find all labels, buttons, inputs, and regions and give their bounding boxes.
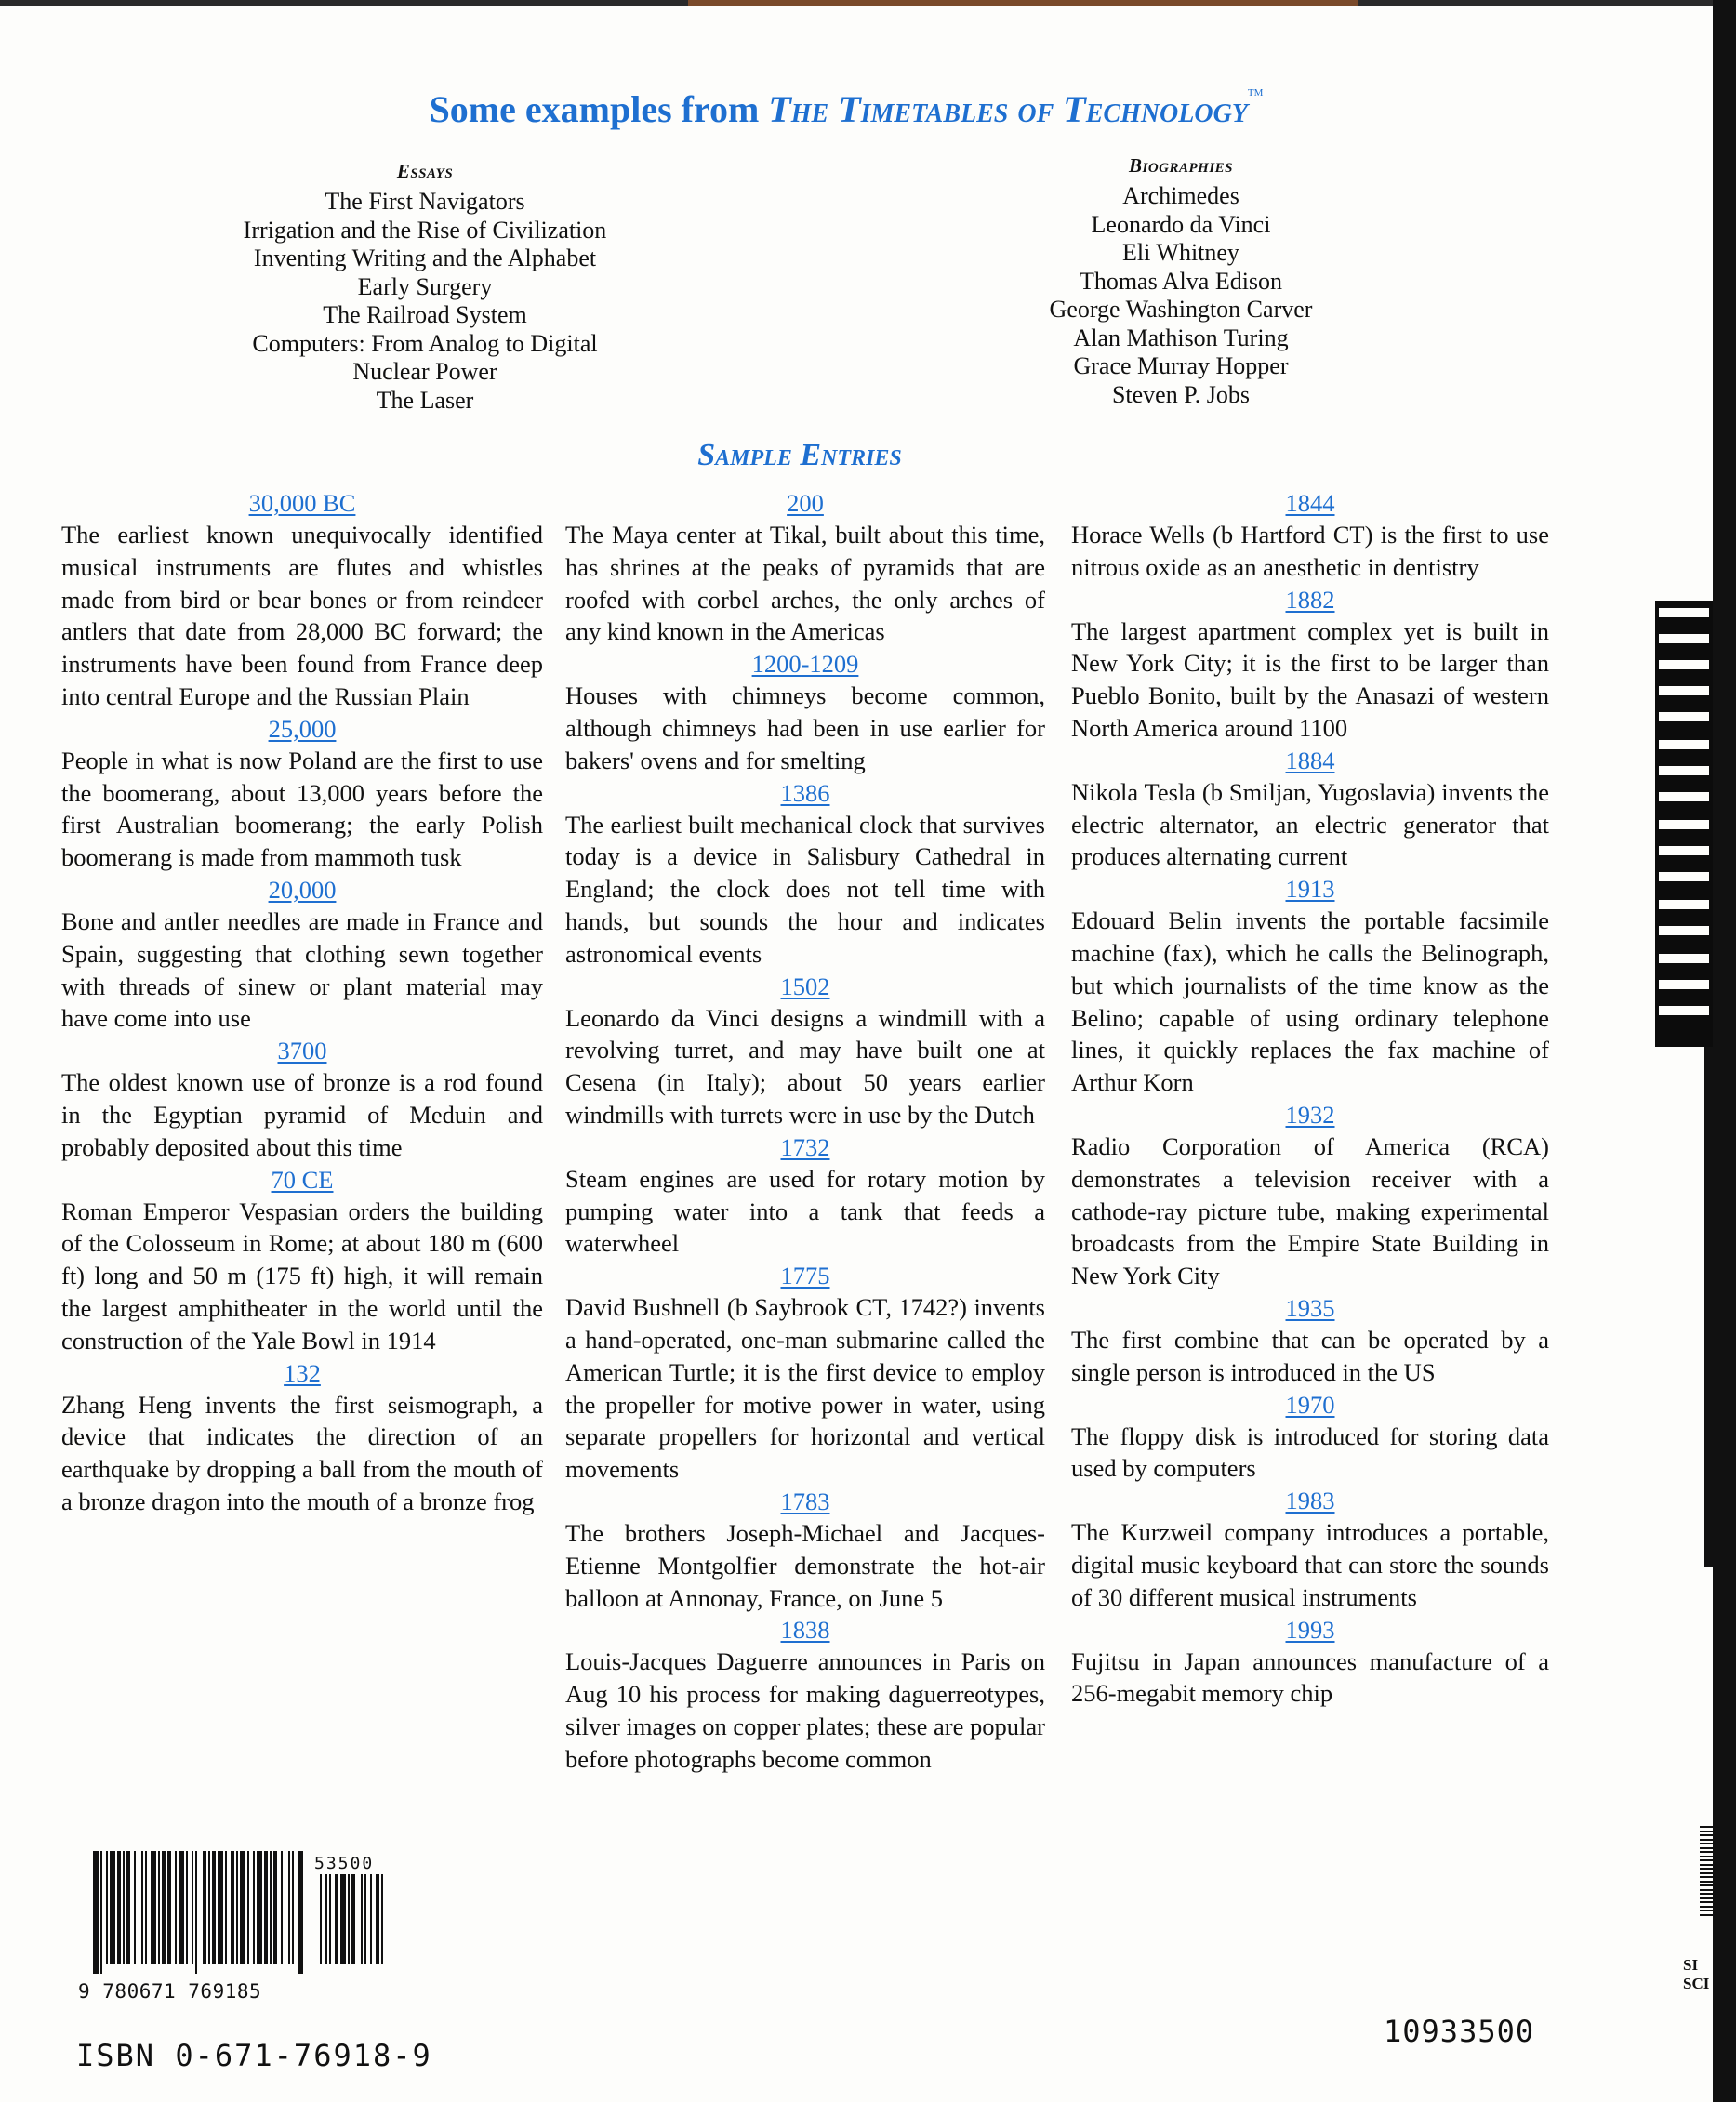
barcode-digits: 9 780671 769185 (78, 1980, 262, 2003)
biography-item: Thomas Alva Edison (1079, 267, 1283, 295)
barcode-bar (381, 1874, 383, 1964)
barcode-bar (257, 1851, 262, 1964)
essay-item: Early Surgery (357, 272, 493, 300)
spine-text-line: SCI (1683, 1975, 1710, 1992)
biography-item: Archimedes (1122, 182, 1239, 209)
barcode-bar (231, 1851, 234, 1964)
page-title (0, 87, 1692, 131)
barcode-bar (348, 1874, 350, 1964)
barcode-bar (376, 1874, 379, 1964)
entry-year: 1932 (1285, 1100, 1335, 1129)
entry-year: 1970 (1285, 1390, 1335, 1419)
biography-item: George Washington Carver (1049, 296, 1313, 323)
barcode-bar (340, 1874, 346, 1964)
entry-text: Radio Corporation of America (RCA) demonstrates a television receiver with a cathode-ray picture tube, making experimental broadcasts from the Empire State Building in New York City (1071, 1131, 1549, 1290)
barcode-bar (203, 1851, 206, 1964)
barcode-bar (253, 1851, 255, 1964)
essay-item: Inventing Writing and the Alphabet (253, 245, 597, 271)
barcode-bar (351, 1874, 355, 1964)
barcode-bar (325, 1874, 327, 1964)
entry-text: Roman Emperor Vespasian orders the building of the Colosseum in Rome; at about 180 m (600 ft) long and 50 m (175 ft) high, it will remain the largest amphitheater in the world until the construction of the Yale Bowl in 1914 (61, 1196, 543, 1355)
essay-item: The Railroad System (323, 301, 527, 328)
barcode-bar (288, 1851, 290, 1964)
barcode-bar (264, 1851, 268, 1964)
barcode-bar (162, 1851, 166, 1964)
essay-item: Irrigation and the Rise of Civilization (243, 216, 607, 244)
entry-text: Leonardo da Vinci designs a windmill with a revolving turret, and may have built one at Cesena (in Italy); about 50 years earlier windmills with turrets were in use by the Dutch (565, 1003, 1045, 1129)
spine-text (1683, 1956, 1709, 1993)
entry-text: Houses with chimneys become common, although chimneys had been in use earlier for bakers' ovens and for smelting (565, 681, 1045, 774)
barcode-bar (186, 1851, 188, 1964)
biography-item: Steven P. Jobs (1111, 380, 1251, 408)
entry-year: 1783 (780, 1487, 830, 1515)
entry-text: The oldest known use of bronze is a rod found in the Egyptian pyramid of Meduin and probably deposited about this time (61, 1068, 543, 1161)
barcode-bar (110, 1851, 115, 1964)
barcode-bar (212, 1851, 216, 1964)
barcode-bar (292, 1851, 294, 1964)
entry-year: 1732 (780, 1132, 830, 1161)
spine-barcode (1700, 1826, 1713, 1919)
barcode-bar (320, 1874, 322, 1964)
barcode-bar (370, 1874, 372, 1964)
entry-text: The brothers Joseph-Michael and Jacques-Etienne Montgolfier demonstrate the hot-air balloon at Annonay, France, on June 5 (565, 1518, 1045, 1612)
barcode-bar (192, 1851, 193, 1964)
entry-year: 1838 (780, 1616, 830, 1645)
barcode-bar (361, 1874, 363, 1964)
barcode-bar (106, 1851, 108, 1964)
sample-entries-heading: Sample Entries (697, 438, 902, 472)
barcode-bar (247, 1851, 249, 1964)
adjacent-book-spine (1655, 601, 1713, 1047)
entry-year: 1386 (780, 778, 830, 807)
barcode-bar (240, 1851, 245, 1964)
entry-text: People in what is now Poland are the first to use the boomerang, about 13,000 years before the first Australian boomerang; the early Polish boomerang is made from mammoth tusk (61, 746, 543, 872)
barcode-bar (123, 1851, 125, 1964)
barcode-bar (236, 1851, 238, 1964)
biographies-heading: Biographies (1128, 154, 1234, 177)
entry-year: 1844 (1285, 489, 1335, 517)
entry-text: Horace Wells (b Hartford CT) is the first to use nitrous oxide as an anesthetic in dentistry (1071, 521, 1549, 581)
entry-text: The floppy disk is introduced for storing data used by computers (1071, 1421, 1549, 1483)
barcode-bar (175, 1851, 177, 1964)
entry-year: 1200-1209 (751, 650, 859, 679)
entry-text: Zhang Heng invents the first seismograph, a device that indicates the direction of an earthquake by dropping a ball from the mouth of a bronze dragon into the mouth of a bronze frog (61, 1390, 543, 1515)
entry-text: Edouard Belin invents the portable facsimile machine (fax), which he calls the Belinograph, but which journalists of the time know as the Belino; capable of using ordinary telephone lines, it quickly replaces the fax machine of Arthur Korn (1071, 906, 1549, 1097)
entry-year: 1993 (1285, 1615, 1335, 1644)
barcode-bar (273, 1851, 277, 1964)
entry-text: The Maya center at Tikal, built about this time, has shrines at the peaks of pyramids that are roofed with corbel arches, the only arches of any kind known in the Americas (565, 521, 1045, 646)
entry-year: 1935 (1285, 1293, 1335, 1322)
entry-year: 25,000 (268, 714, 337, 743)
entry-year: 3700 (277, 1037, 327, 1065)
isbn-number: ISBN 0-671-76918-9 (76, 2038, 432, 2073)
entries-column-3 (1071, 487, 1549, 1710)
biography-item: Leonardo da Vinci (1091, 210, 1271, 238)
barcode-bar (179, 1851, 184, 1964)
barcode-bar (281, 1851, 283, 1964)
barcode-bar (141, 1851, 143, 1964)
entry-text: The earliest known unequivocally identified musical instruments are flutes and whistles made from bird or bear bones or from reindeer antlers that date from 28,000 BC forward; the instruments have been found from France deep into central Europe and the Russian Plain (61, 521, 543, 710)
entry-year: 1775 (780, 1262, 830, 1290)
barcode-bar (158, 1851, 160, 1964)
entry-text: Bone and antler needles are made in France and Spain, suggesting that clothing sewn together with threads of sinew or plant material may have come into use (61, 906, 543, 1033)
essay-item: The First Navigators (325, 188, 525, 215)
essay-item: Nuclear Power (352, 358, 497, 385)
barcode-bar (117, 1851, 121, 1964)
title-prefix: Some examples from (429, 88, 760, 130)
entries-column-1 (61, 487, 543, 1518)
entry-text: The Kurzweil company introduces a portable, digital music keyboard that can store the sounds of 30 different musical instruments (1071, 1518, 1549, 1611)
barcode-bar (270, 1851, 272, 1964)
entry-year: 30,000 BC (248, 489, 356, 517)
barcode-bar (225, 1851, 227, 1964)
entry-text: The earliest built mechanical clock that survives today is a device in Salisbury Cathedral in England; the clock does not tell time with hands, but sounds the hour and indicates astronomical events (565, 810, 1045, 968)
barcode-bar (167, 1851, 171, 1964)
barcode-bar (195, 1851, 197, 1974)
entry-year: 1502 (780, 972, 830, 1000)
barcode-bar (93, 1851, 99, 1974)
essays-heading: Essays (396, 160, 454, 182)
entry-year: 1913 (1285, 875, 1335, 904)
entry-text: Fujitsu in Japan announces manufacture of a 256-megabit memory chip (1071, 1646, 1549, 1708)
barcode-bar (298, 1851, 303, 1974)
entry-year: 1884 (1285, 746, 1335, 774)
spine-text-line: SI (1683, 1956, 1699, 1974)
entry-year: 200 (787, 489, 824, 517)
barcode-bar (145, 1851, 147, 1964)
barcode-bar (335, 1874, 338, 1964)
entry-text: David Bushnell (b Saybrook CT, 1742?) invents a hand-operated, one-man submarine called the American Turtle; it is the first device to employ the propeller for motive power in water, using separate propellers for horizontal and vertical movements (565, 1293, 1045, 1484)
barcode-price-code: 53500 (314, 1854, 375, 1873)
catalog-code: 10933500 (1384, 2014, 1535, 2049)
barcode-bar (208, 1851, 210, 1964)
biography-item: Grace Murray Hopper (1073, 352, 1289, 379)
essay-item: The Laser (376, 386, 474, 414)
essay-item: Computers: From Analog to Digital (252, 329, 598, 357)
barcode-bar (134, 1851, 136, 1964)
right-edge (1713, 0, 1736, 2102)
essays-list (169, 188, 681, 415)
biographies-list (972, 182, 1390, 409)
adjacent-book-spine-strip (1704, 1047, 1713, 1567)
entry-text: Louis-Jacques Daguerre announces in Paris on Aug 10 his process for making daguerreotypes, silver images on copper plates; these are popular before photographs become common (565, 1647, 1045, 1773)
barcode-bar (100, 1851, 102, 1974)
biography-item: Eli Whitney (1122, 239, 1239, 266)
book-back-cover (0, 6, 1713, 2102)
entry-text: Nikola Tesla (b Smiljan, Yugoslavia) invents the electric alternator, an electric generator that produces alternating current (1071, 777, 1549, 871)
barcode-bar (126, 1851, 130, 1964)
entry-year: 132 (284, 1358, 321, 1387)
trademark-mark: TM (1247, 87, 1264, 99)
barcode-bar (151, 1851, 156, 1964)
entry-text: The first combine that can be operated by a single person is introduced in the US (1071, 1325, 1549, 1386)
entry-year: 1882 (1285, 585, 1335, 614)
barcode-bar (329, 1874, 331, 1964)
entry-text: Steam engines are used for rotary motion by pumping water into a tank that feeds a waterwheel (565, 1164, 1045, 1258)
title-book: The Timetables of Technology (768, 88, 1248, 130)
barcode-bar (364, 1874, 366, 1964)
entries-column-2 (565, 487, 1045, 1776)
barcode-bar (218, 1851, 223, 1964)
biography-item: Alan Mathison Turing (1073, 324, 1289, 351)
entry-year: 70 CE (271, 1165, 334, 1194)
entry-text: The largest apartment complex yet is built in New York City; it is the first to be larger than Pueblo Bonito, built by the Anasazi of western North America around 1100 (1071, 616, 1549, 742)
entry-year: 20,000 (268, 875, 337, 904)
entry-year: 1983 (1285, 1487, 1335, 1515)
